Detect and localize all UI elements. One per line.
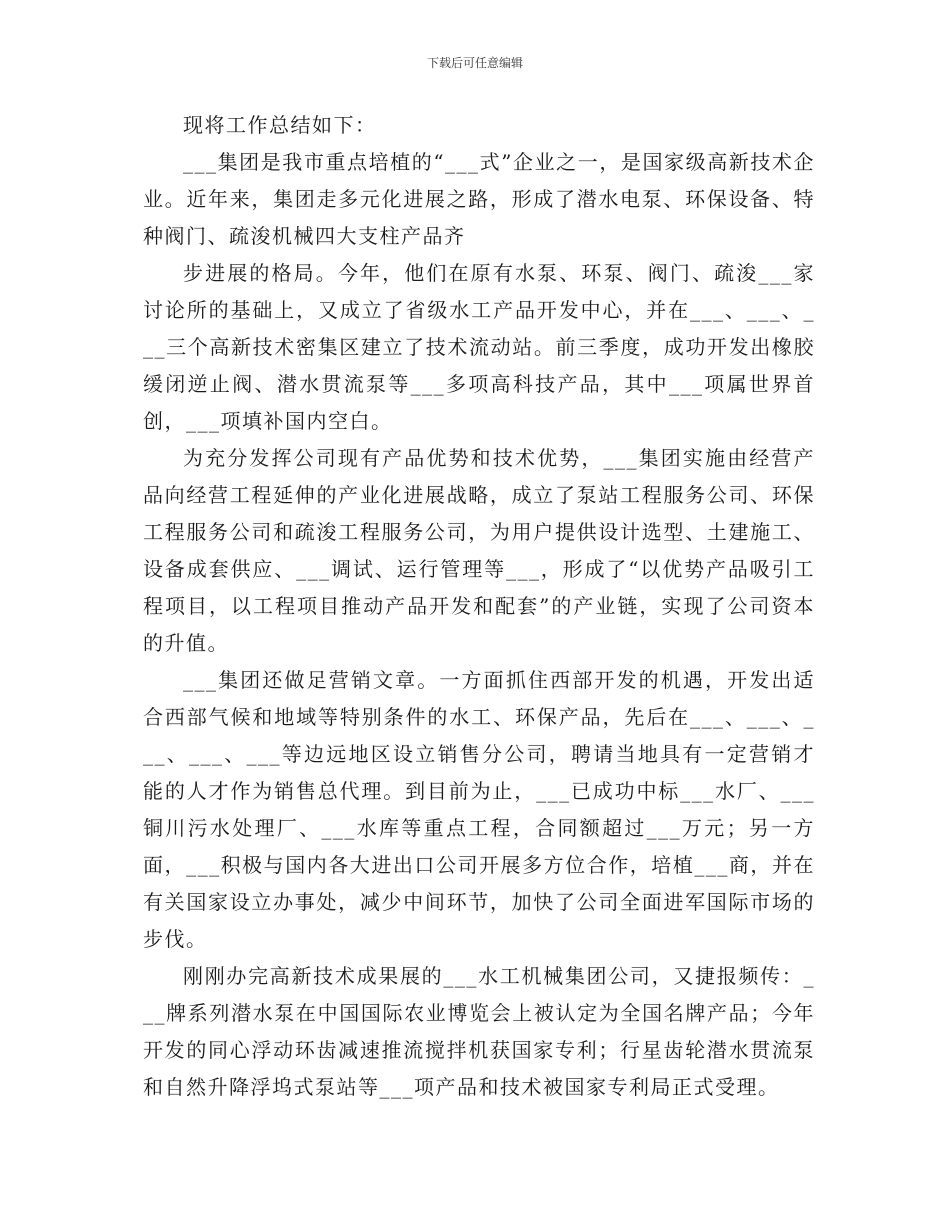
paragraph-intro: 现将工作总结如下： bbox=[183, 113, 377, 137]
document-body bbox=[143, 107, 815, 1106]
paragraph-rd-progress: 步进展的格局。今年，他们在原有水泵、环泵、阀门、疏浚___家讨论所的基础上，又成立了省级水工产品开发中心，并在___、___、___三个高新技术密集区建立了技术流动站。前三季度，成功开发出橡胶缓闭逆止阀、潜水贯流泵等___多项高科技产品，其中___项属世界首创，___项填补国内空白。 bbox=[143, 261, 815, 433]
paragraph-group-overview: ___集团是我市重点培植的“___式”企业之一，是国家级高新技术企业。近年来，集团走多元化进展之路，形成了潜水电泵、环保设备、特种阀门、疏浚机械四大支柱产品齐 bbox=[143, 150, 815, 248]
paragraph-marketing: ___集团还做足营销文章。一方面抓住西部开发的机遇，开发出适合西部气候和地域等特别条件的水工、环保产品，先后在___、___、___、___、___等边远地区设立销售分公司，聘请当地具有一定营销才能的人才作为销售总代理。到目前为止，___已成功中标___水厂、___铜川污水处理厂、___水库等重点工程，合同额超过___万元；另一方面，___积极与国内各大进出口公司开展多方位合作，培植___商，并在有关国家设立办事处，减少中间环节，加快了公司全面进军国际市场的步伐。 bbox=[143, 668, 815, 951]
page-header: 下载后可任意编辑 bbox=[426, 56, 523, 70]
paragraph-industrialization: 为充分发挥公司现有产品优势和技术优势，___集团实施由经营产品向经营工程延伸的产业化进展战略，成立了泵站工程服务公司、环保工程服务公司和疏浚工程服务公司，为用户提供设计选型、土建施工、设备成套供应、___调试、运行管理等___，形成了“以优势产品吸引工程项目，以工程项目推动产品开发和配套”的产业链，实现了公司资本的升值。 bbox=[143, 446, 815, 655]
paragraph-achievements: 刚刚办完高新技术成果展的___水工机械集团公司，又捷报频传：___牌系列潜水泵在中国国际农业博览会上被认定为全国名牌产品；今年开发的同心浮动环齿减速推流搅拌机获国家专利；行星齿轮潜水贯流泵和自然升降浮坞式泵站等___项产品和技术被国家专利局正式受理。 bbox=[143, 964, 815, 1099]
